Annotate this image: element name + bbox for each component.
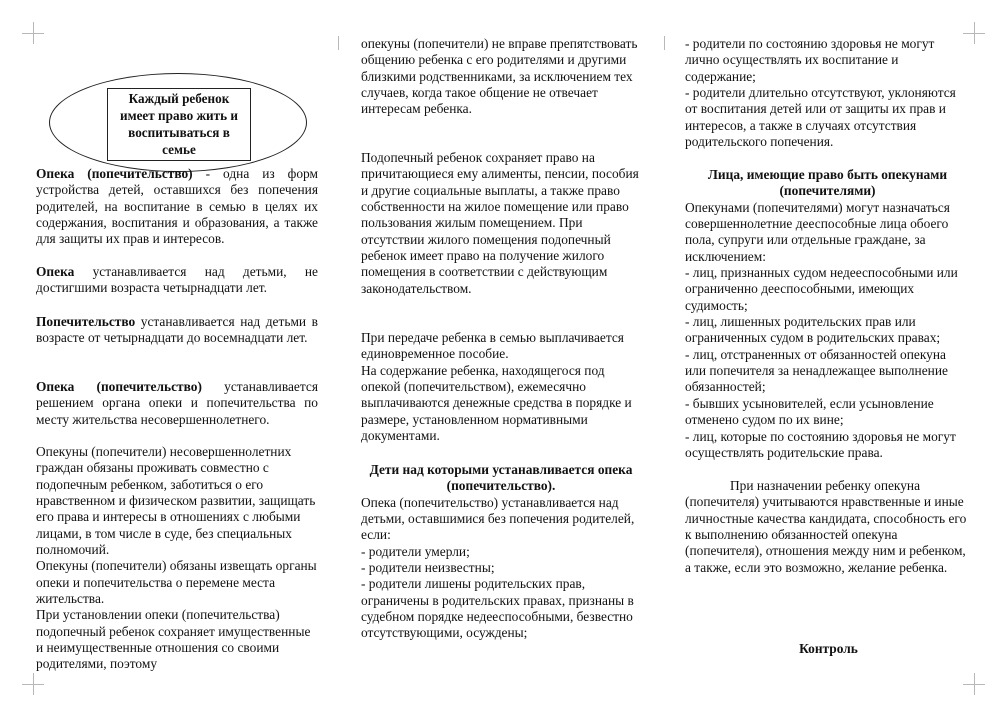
headline-text: Каждый ребенок имеет право жить и воспитываться в семье [119,91,239,157]
term: Попечительство [36,314,136,329]
paragraph-text: Опекунами (попечителями) могут назначаться совершеннолетние дееспособные лица обоего пола, супруги или отдельные граждане, за исключением: [685,199,950,264]
crop-mark [33,673,34,695]
column-left [36,0,318,710]
paragraph-guardianship [36,264,318,297]
section-children [361,462,641,642]
crop-mark [338,36,339,50]
list-item: - родители длительно отсутствуют, уклоняются от воспитания детей или от защиты их прав и интересов, а также в случаях отсутствия родительского попечения. [685,85,956,150]
paragraph-text: устанавливается решением органа опеки и попечительства по месту жительства несовершеннолетнего. [36,379,318,427]
list-item: - родители неизвестны; [361,560,495,576]
crop-mark [664,36,665,50]
paragraph-payments [361,330,641,444]
column-right [685,0,970,710]
paragraph-text: - одна из форм устройства детей, оставшихся без попечения родителей, на воспитание в семью в целях их содержания, воспитания и образования, а также для защиты их прав и интересов. [36,166,318,247]
paragraph-text: При установлении опеки (попечительства) подопечный ребенок сохраняет имущественные и неимущественные отношения со своими родителями, поэтому [36,607,311,672]
list-item: - бывших усыновителей, если усыновление отменено судом по их вине; [685,395,934,428]
paragraph-text: устанавливается над детьми в возрасте от четырнадцати до восемнадцати лет. [36,314,318,346]
paragraph-text: Опекуны (попечители) обязаны извещать органы опеки и попечительства о перемене места жительства. [36,558,317,607]
paragraph-contact [361,36,641,118]
headline-ellipse [49,73,307,172]
list-item: - лиц, признанных судом недееспособными или ограниченно дееспособными, имеющих судимость; [685,265,958,313]
list-continued [685,36,970,150]
list-item: - родители лишены родительских прав, ограничены в родительских правах, признаны в судебном порядке недееспособными, безвестно отсутствующими, осуждены; [361,576,634,641]
list-item: - родители по состоянию здоровья не могут лично осуществлять их воспитание и содержание; [685,36,935,84]
section-title-control: Контроль [799,641,858,656]
list-item: - лиц, которые по состоянию здоровья не могут осуществлять родительские права. [685,428,956,460]
term: Опека [36,264,75,279]
headline-box [107,88,251,161]
crop-mark [33,22,34,44]
term: Опека (попечительство) [36,166,193,181]
paragraph-trusteeship [36,314,318,347]
paragraph-text: На содержание ребенка, находящегося под опекой (попечительством), ежемесячно выплачиваются денежные средства в порядке и размере, установленном нормативными документами. [361,362,632,444]
paragraph-definition [36,166,318,248]
list-item: - лиц, отстраненных от обязанностей опекуна или попечителя за ненадлежащее выполнение обязанностей; [685,346,948,395]
paragraph-text: устанавливается над детьми, не достигшими возраста четырнадцати лет. [36,264,318,296]
paragraph-decision [36,379,318,428]
section-guardians [685,167,970,461]
column-middle [361,0,641,710]
crop-mark [974,22,975,44]
paragraph-text: опекуны (попечители) не вправе препятствовать общению ребенка с его родителями и другими близкими родственниками, за исключением тех случаев, когда такое общение не отвечает интересам ребенка. [361,36,638,117]
list-item: - родители умерли; [361,543,470,559]
paragraph-text: При назначении ребенку опекуна (попечителя) учитываются нравственные и иные личностные качества кандидата, способность его к выполнению обязанностей опекуна (попечителя), отношения между ним и ребенком, а также, если это возможно, желание ребенка. [685,478,967,575]
paragraph-rights [361,150,641,297]
paragraph-text: Опека (попечительство) устанавливается над детьми, оставшимися без попечения родителей, если: [361,494,635,543]
paragraph-text: При передаче ребенка в семью выплачивается единовременное пособие. [361,330,624,362]
paragraph-obligations [36,444,318,673]
list-item: - лиц, лишенных родительских прав или ограниченных судом в родительских правах; [685,314,941,346]
paragraph-text: Опекуны (попечители) несовершеннолетних граждан обязаны проживать совместно с подопечным ребенком, заботиться о его нравственном и физическом развитии, защищать его права и интересы в отношениях с любыми лицами, в том числе в суде, без специальных полномочий. [36,444,316,558]
paragraph-text: Подопечный ребенок сохраняет право на причитающиеся ему алименты, пенсии, пособия и другие социальные выплаты, а также право собственности на жилое помещение или право пользования жилым помещением. При отсутствии жилого помещения подопечный ребенок имеет право на получение жилого помещения в соответствии с действующим законодательством. [361,150,639,296]
paragraph-appointment [685,478,970,576]
section-heading: Лица, имеющие право быть опекунами (попечителями) [707,167,948,199]
section-heading: Дети над которыми устанавливается опека (попечительство). [369,462,633,494]
term: Опека (попечительство) [36,379,202,394]
crop-mark [974,673,975,695]
